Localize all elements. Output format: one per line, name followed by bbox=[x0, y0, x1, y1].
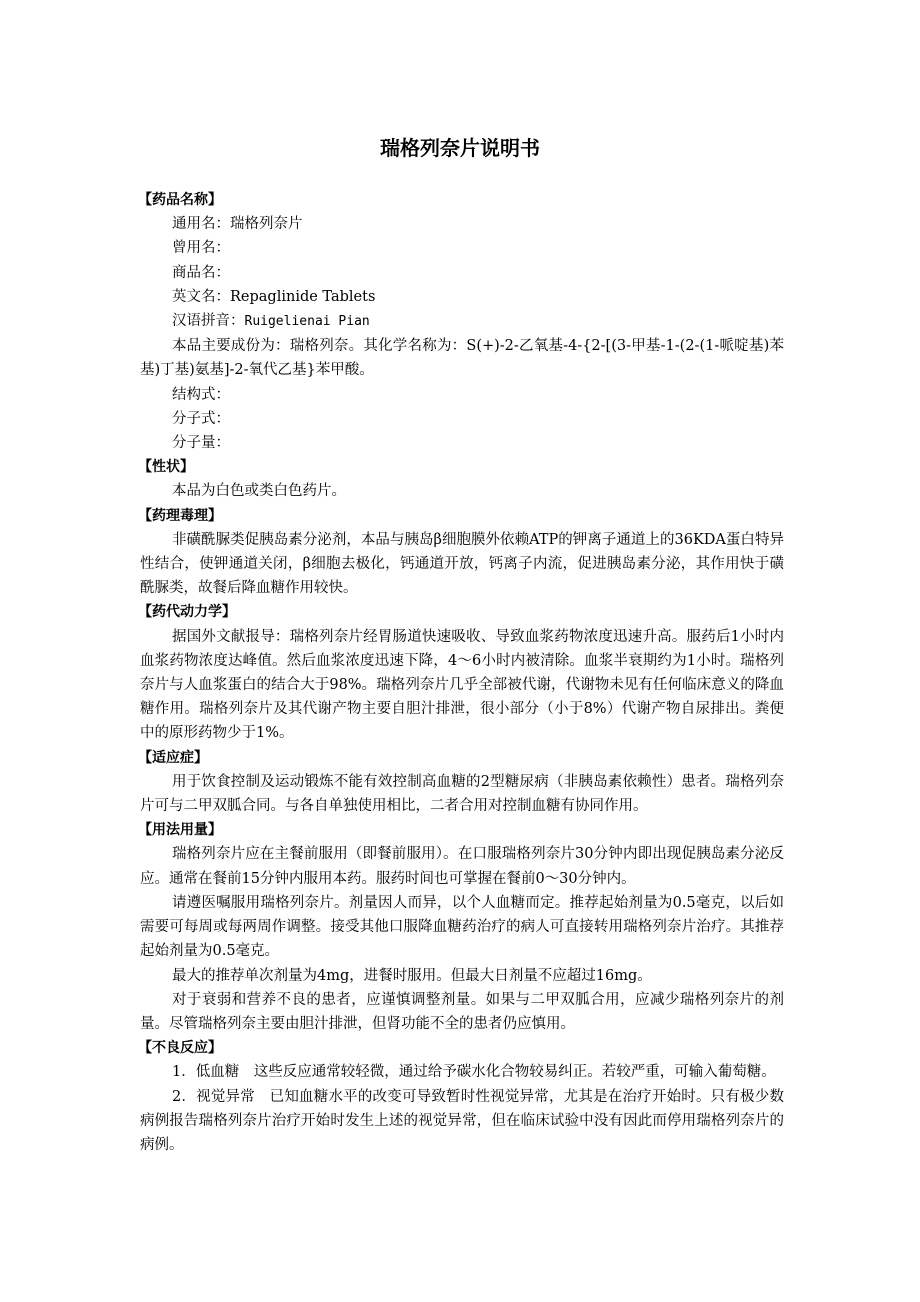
adverse-reaction-paragraph: 1．低血糖 这些反应通常较轻微，通过给予碳水化合物较易纠正。若较严重，可输入葡萄糖。 bbox=[172, 1064, 776, 1081]
formula-line bbox=[140, 407, 784, 431]
former-name-label: 曾用名： bbox=[172, 240, 230, 257]
pinyin-value: Ruigelienai Pian bbox=[244, 314, 370, 330]
dosage-paragraph: 请遵医嘱服用瑞格列奈片。剂量因人而异，以个人血糖而定。推荐起始剂量为0.5毫克，以后如需要可每周或每两周作调整。接受其他口服降血糖药治疗的病人可直接转用瑞格列奈片治疗。其推荐起始剂量为0.5毫克。 bbox=[140, 894, 784, 960]
properties-paragraph: 本品为白色或类白色药片。 bbox=[172, 483, 346, 500]
ingredient-paragraph: 本品主要成份为：瑞格列奈。其化学名称为：S(+)-2-乙氧基-4-{2-[(3-甲基-1-(2-(1-哌啶基)苯基)丁基)氨基]-2-氧代乙基}苯甲酸。 bbox=[140, 338, 784, 379]
section-heading-properties: 【性状】 bbox=[138, 459, 194, 476]
former-name-line bbox=[140, 236, 784, 260]
structure-label: 结构式： bbox=[172, 386, 230, 403]
trade-name-label: 商品名： bbox=[172, 264, 230, 281]
structure-line bbox=[140, 383, 784, 407]
section-heading-drug-name: 【药品名称】 bbox=[138, 192, 222, 208]
section-heading-indications: 【适应症】 bbox=[138, 749, 208, 766]
pharmacokinetics-paragraph: 据国外文献报导：瑞格列奈片经胃肠道快速吸收、导致血浆药物浓度迅速升高。服药后1小时内血浆药物浓度达峰值。然后血浆浓度迅速下降，4～6小时内被清除。血浆半衰期约为1小时。瑞格列奈片与人血浆蛋白的结合大于98%。瑞格列奈片几乎全部被代谢，代谢物未见有任何临床意义的降血糖作用。瑞格列奈片及其代谢产物主要自胆汁排泄，很小部分（小于8%）代谢产物自尿排出。粪便中的原形药物少于1%。 bbox=[140, 628, 784, 742]
dosage-paragraph: 对于衰弱和营养不良的患者，应谨慎调整剂量。如果与二甲双胍合用，应减少瑞格列奈片的剂量。尽管瑞格列奈主要由胆汁排泄，但肾功能不全的患者仍应慎用。 bbox=[140, 991, 784, 1032]
generic-name-value: 瑞格列奈片 bbox=[230, 216, 303, 233]
section-heading-pharmacology: 【药理毒理】 bbox=[138, 507, 222, 524]
english-name-line bbox=[140, 285, 784, 309]
generic-name-label: 通用名： bbox=[172, 216, 230, 233]
generic-name-line bbox=[140, 212, 784, 236]
section-heading-adverse-reactions: 【不良反应】 bbox=[138, 1040, 222, 1057]
weight-line bbox=[140, 431, 784, 455]
english-name-label: 英文名： bbox=[172, 288, 230, 305]
formula-label: 分子式： bbox=[172, 410, 230, 427]
page-title: 瑞格列奈片说明书 bbox=[380, 136, 540, 160]
dosage-paragraph: 瑞格列奈片应在主餐前服用（即餐前服用）。在口服瑞格列奈片30分钟内即出现促胰岛素分泌反应。通常在餐前15分钟内服用本药。服药时间也可掌握在餐前0～30分钟内。 bbox=[140, 846, 784, 887]
section-heading-pharmacokinetics: 【药代动力学】 bbox=[138, 604, 236, 621]
adverse-reaction-paragraph: 2．视觉异常 已知血糖水平的改变可导致暂时性视觉异常，尤其是在治疗开始时。只有极少数病例报告瑞格列奈片治疗开始时发生上述的视觉异常，但在临床试验中没有因此而停用瑞格列奈片的病例。 bbox=[140, 1088, 784, 1153]
pinyin-line bbox=[140, 309, 784, 334]
section-heading-dosage: 【用法用量】 bbox=[138, 822, 222, 839]
document-body bbox=[140, 188, 784, 1157]
pinyin-label: 汉语拼音： bbox=[172, 313, 245, 330]
english-name-value: Repaglinide Tablets bbox=[230, 288, 376, 305]
weight-label: 分子量： bbox=[172, 435, 230, 452]
dosage-paragraph: 最大的推荐单次剂量为4mg，进餐时服用。但最大日剂量不应超过16mg。 bbox=[172, 967, 652, 984]
trade-name-line bbox=[140, 261, 784, 285]
pharmacology-paragraph: 非磺酰脲类促胰岛素分泌剂，本品与胰岛β细胞膜外依赖ATP的钾离子通道上的36KDA蛋白特异性结合，使钾通道关闭，β细胞去极化，钙通道开放，钙离子内流，促进胰岛素分泌，其作用快于磺酰脲类，故餐后降血糖作用较快。 bbox=[140, 531, 784, 597]
indications-paragraph: 用于饮食控制及运动锻炼不能有效控制高血糖的2型糖尿病（非胰岛素依赖性）患者。瑞格列奈片可与二甲双胍合同。与各自单独使用相比，二者合用对控制血糖有协同作用。 bbox=[140, 773, 784, 815]
